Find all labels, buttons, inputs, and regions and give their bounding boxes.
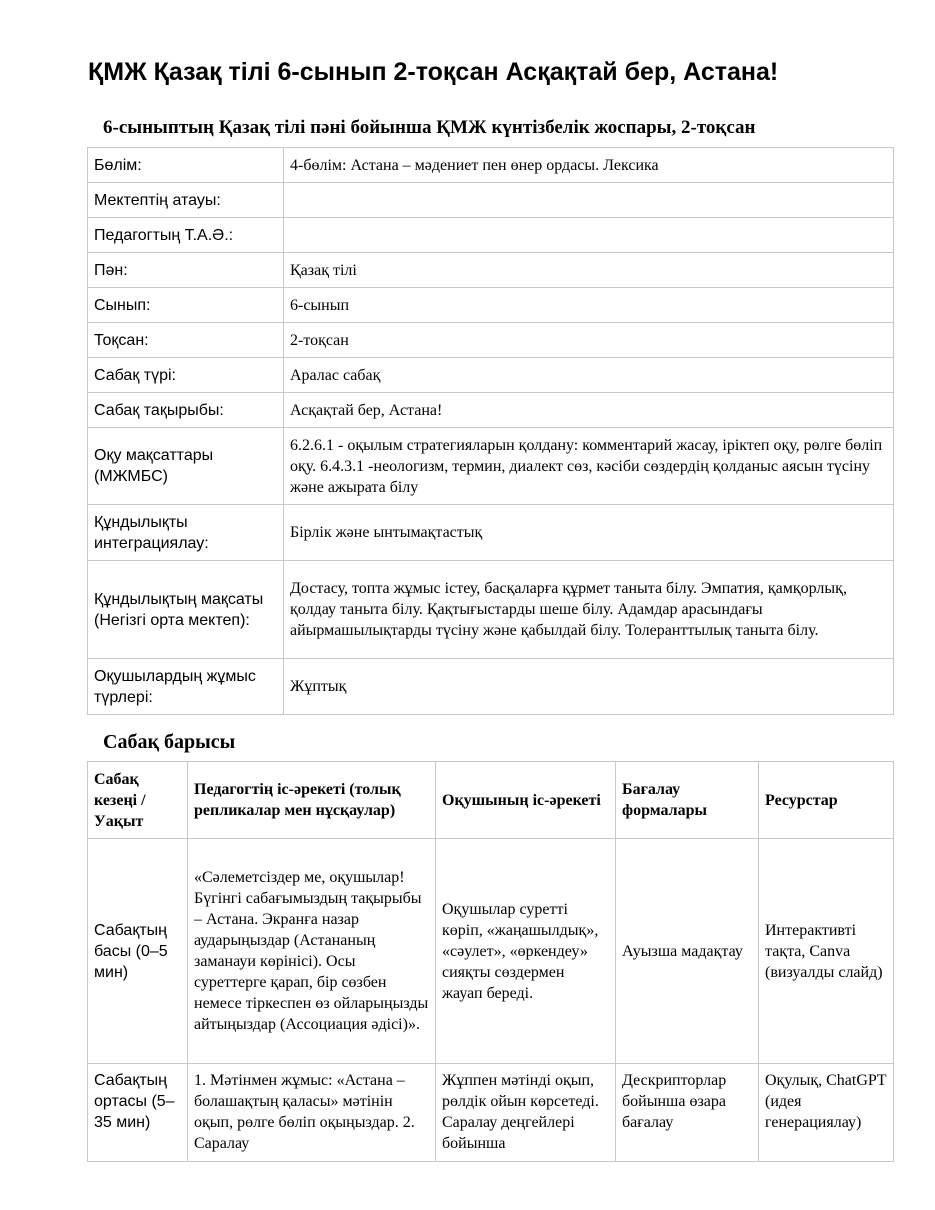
info-value: 4-бөлім: Астана – мәдениет пен өнер ордасы. Лексика [284,148,894,183]
assessment-cell: Ауызша мадақтау [616,839,759,1064]
stage-cell: Сабақтың басы (0–5 мин) [88,839,188,1064]
info-row-subject [88,253,894,288]
info-label: Бөлім: [88,148,284,183]
info-label: Тоқсан: [88,323,284,358]
page-title: ҚМЖ Қазақ тілі 6-сынып 2-тоқсан Асқақтай бер, Астана! [88,58,779,86]
info-value: Асқақтай бер, Астана! [284,393,894,428]
resources-cell: Интерактивті тақта, Canva (визуалды слайд) [759,839,894,1064]
info-label: Пән: [88,253,284,288]
info-label: Құндылықты интеграциялау: [88,505,284,561]
info-row-value-integration [88,505,894,561]
lesson-row-middle [88,1064,894,1162]
info-row-value-goal [88,561,894,659]
info-value [284,183,894,218]
info-row-work-types [88,659,894,715]
student-cell: Оқушылар суретті көріп, «жаңашылдық», «сәулет», «өркендеу» сияқты сөздермен жауап береді. [436,839,616,1064]
info-label: Сабақ тақырыбы: [88,393,284,428]
info-label: Мектептің атауы: [88,183,284,218]
info-value: Бірлік және ынтымақтастық [284,505,894,561]
column-header-student: Оқушының іс-әрекеті [436,762,616,839]
info-label: Оқу мақсаттары (МЖМБС) [88,428,284,505]
column-header-resources: Ресурстар [759,762,894,839]
info-row-teacher [88,218,894,253]
lesson-row-beginning [88,839,894,1064]
info-value: Қазақ тілі [284,253,894,288]
info-value: Достасу, топта жұмыс істеу, басқаларға құрмет таныта білу. Эмпатия, қамқорлық, қолдау таныта білу. Қақтығыстарды шеше білу. Адамдар арасындағы айырмашылықтарды түсіну және қабылдай білу. Толеранттылық таныта білу. [284,561,894,659]
column-header-assessment: Бағалау формалары [616,762,759,839]
stage-cell: Сабақтың ортасы (5–35 мин) [88,1064,188,1162]
teacher-cell: «Сәлеметсіздер ме, оқушылар! Бүгінгі сабағымыздың тақырыбы – Астана. Экранға назар аударыңыздар (Астананың заманауи көрінісі). Осы суреттерге қарап, бір сөзбен немесе тіркеспен өз ойларыңызды айтыңыздар (Ассоциация әдісі)». [188,839,436,1064]
document-subtitle: 6-сыныптың Қазақ тілі пәні бойынша ҚМЖ күнтізбелік жоспары, 2-тоқсан [103,117,756,138]
assessment-cell: Дескрипторлар бойынша өзара бағалау [616,1064,759,1162]
info-value [284,218,894,253]
info-value: 6-сынып [284,288,894,323]
info-row-section [88,148,894,183]
column-header-teacher: Педагогтің іс-әрекеті (толық репликалар мен нұсқаулар) [188,762,436,839]
info-label: Оқушылардың жұмыс түрлері: [88,659,284,715]
info-row-school [88,183,894,218]
info-row-grade [88,288,894,323]
resources-cell: Оқулық, ChatGPT (идея генерациялау) [759,1064,894,1162]
info-value: 6.2.6.1 - оқылым стратегияларын қолдану: комментарий жасау, іріктеп оқу, рөлге бөліп оқу. 6.4.3.1 -неологизм, термин, диалект сөз, кәсіби сөздердің қолданыс аясын түсіну және ажырата білу [284,428,894,505]
info-label: Сабақ түрі: [88,358,284,393]
info-value: 2-тоқсан [284,323,894,358]
column-header-stage: Сабақ кезеңі / Уақыт [88,762,188,839]
teacher-cell: 1. Мәтінмен жұмыс: «Астана – болашақтың қаласы» мәтінін оқып, рөлге бөліп оқыңыздар. 2. Саралау [188,1064,436,1162]
info-row-objectives [88,428,894,505]
info-value: Аралас сабақ [284,358,894,393]
info-row-lesson-topic [88,393,894,428]
section-heading-lesson-flow: Сабақ барысы [103,731,236,753]
info-table [87,147,894,715]
info-row-lesson-type [88,358,894,393]
info-label: Педагогтың Т.А.Ә.: [88,218,284,253]
info-row-quarter [88,323,894,358]
info-label: Құндылықтың мақсаты (Негізгі орта мектеп): [88,561,284,659]
lesson-header-row [88,762,894,839]
lesson-table [87,761,894,1162]
info-label: Сынып: [88,288,284,323]
student-cell: Жұппен мәтінді оқып, рөлдік ойын көрсетеді. Саралау деңгейлері бойынша [436,1064,616,1162]
info-value: Жұптық [284,659,894,715]
